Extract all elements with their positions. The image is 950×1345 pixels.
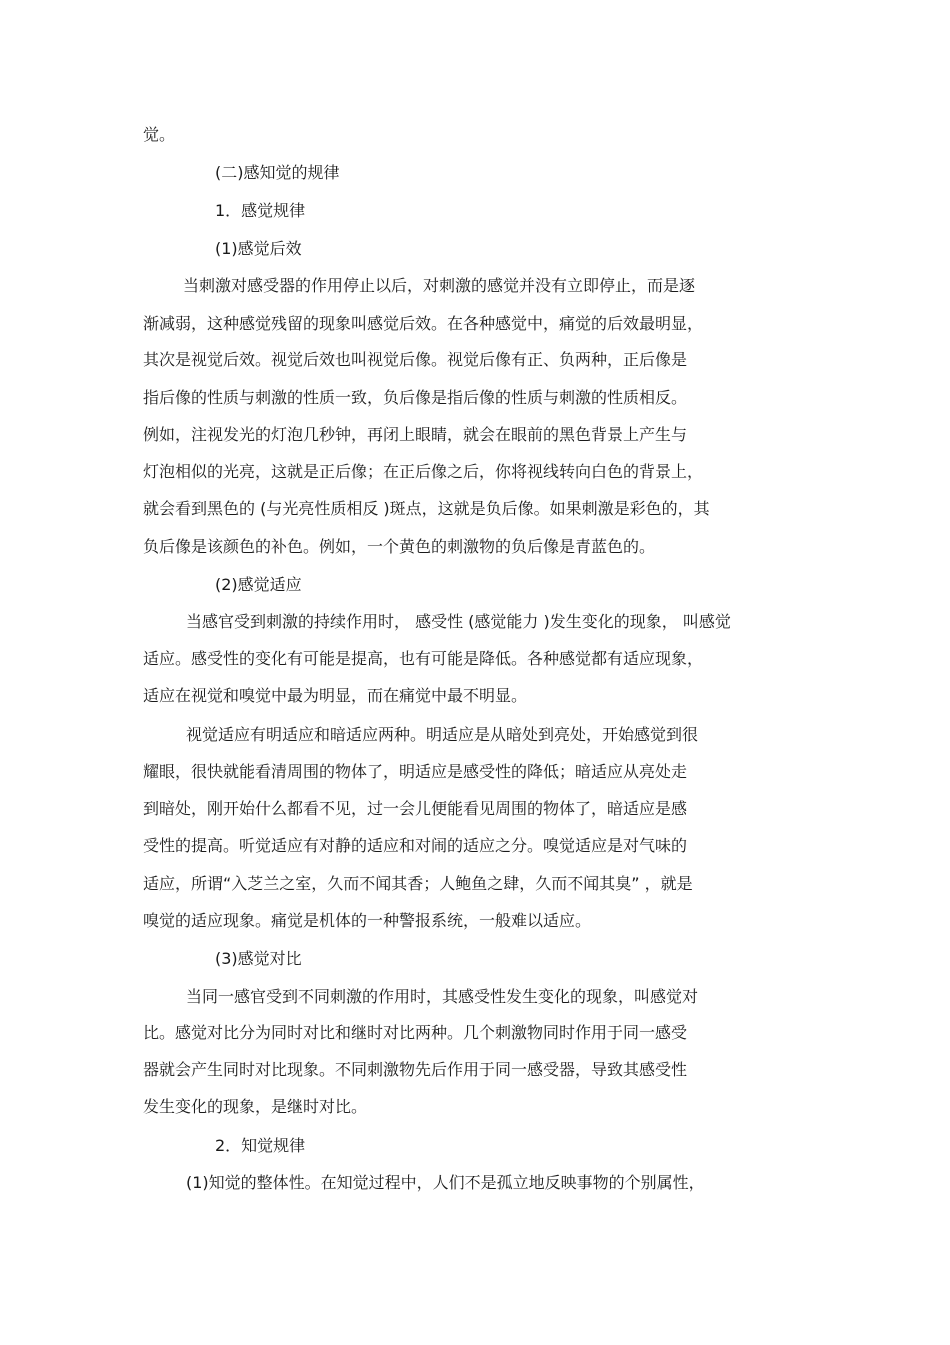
text-line: (1)知觉的整体性。在知觉过程中，人们不是孤立地反映事物的个别属性，	[186, 1173, 705, 1192]
text-line: 嗅觉的适应现象。痛觉是机体的一种警报系统，一般难以适应。	[143, 911, 592, 930]
subsection-heading: 1．感觉规律	[215, 201, 306, 220]
text-line: 发生变化的现象，是继时对比。	[143, 1097, 368, 1116]
text-line: 比。感觉对比分为同时对比和继时对比两种。几个刺激物同时作用于同一感受	[143, 1023, 688, 1042]
text-line: 器就会产生同时对比现象。不同刺激物先后作用于同一感受器，导致其感受性	[143, 1060, 688, 1079]
text-line: 其次是视觉后效。视觉后效也叫视觉后像。视觉后像有正、负两种，正后像是	[143, 350, 688, 369]
text-line: 觉。	[143, 125, 176, 144]
subsection-heading: (1)感觉后效	[215, 239, 302, 258]
section-heading: (二)感知觉的规律	[215, 163, 340, 182]
text-line: 渐减弱，这种感觉残留的现象叫感觉后效。在各种感觉中，痛觉的后效最明显，	[143, 314, 704, 333]
text-line: 视觉适应有明适应和暗适应两种。明适应是从暗处到亮处，开始感觉到很	[186, 725, 699, 744]
subsection-heading: 2．知觉规律	[215, 1136, 306, 1155]
text-line: 适应在视觉和嗅觉中最为明显，而在痛觉中最不明显。	[143, 686, 528, 705]
subsection-heading: (2)感觉适应	[215, 575, 302, 594]
text-line: 到暗处，刚开始什么都看不见，过一会儿便能看见周围的物体了，暗适应是感	[143, 799, 688, 818]
text-line: 就会看到黑色的 (与光亮性质相反 )斑点，这就是负后像。如果刺激是彩色的，其	[143, 499, 710, 518]
text-line: 指后像的性质与刺激的性质一致，负后像是指后像的性质与刺激的性质相反。	[143, 388, 688, 407]
text-line: 例如，注视发光的灯泡几秒钟，再闭上眼睛，就会在眼前的黑色背景上产生与	[143, 425, 688, 444]
text-line: 当感官受到刺激的持续作用时， 感受性 (感觉能力 )发生变化的现象， 叫感觉	[186, 612, 731, 631]
text-line: 耀眼，很快就能看清周围的物体了，明适应是感受性的降低；暗适应从亮处走	[143, 762, 688, 781]
text-line: 当刺激对感受器的作用停止以后，对刺激的感觉并没有立即停止，而是逐	[183, 276, 696, 295]
text-line: 受性的提高。听觉适应有对静的适应和对闹的适应之分。嗅觉适应是对气味的	[143, 836, 688, 855]
text-line: 适应。感受性的变化有可能是提高，也有可能是降低。各种感觉都有适应现象，	[143, 649, 704, 668]
text-line: 适应，所谓“入芝兰之室，久而不闻其香；人鲍鱼之肆，久而不闻其臭” ，就是	[143, 874, 693, 893]
text-line: 当同一感官受到不同刺激的作用时，其感受性发生变化的现象，叫感觉对	[186, 987, 699, 1006]
text-line: 灯泡相似的光亮，这就是正后像；在正后像之后，你将视线转向白色的背景上，	[143, 462, 704, 481]
subsection-heading: (3)感觉对比	[215, 949, 302, 968]
text-line: 负后像是该颜色的补色。例如，一个黄色的刺激物的负后像是青蓝色的。	[143, 537, 656, 556]
